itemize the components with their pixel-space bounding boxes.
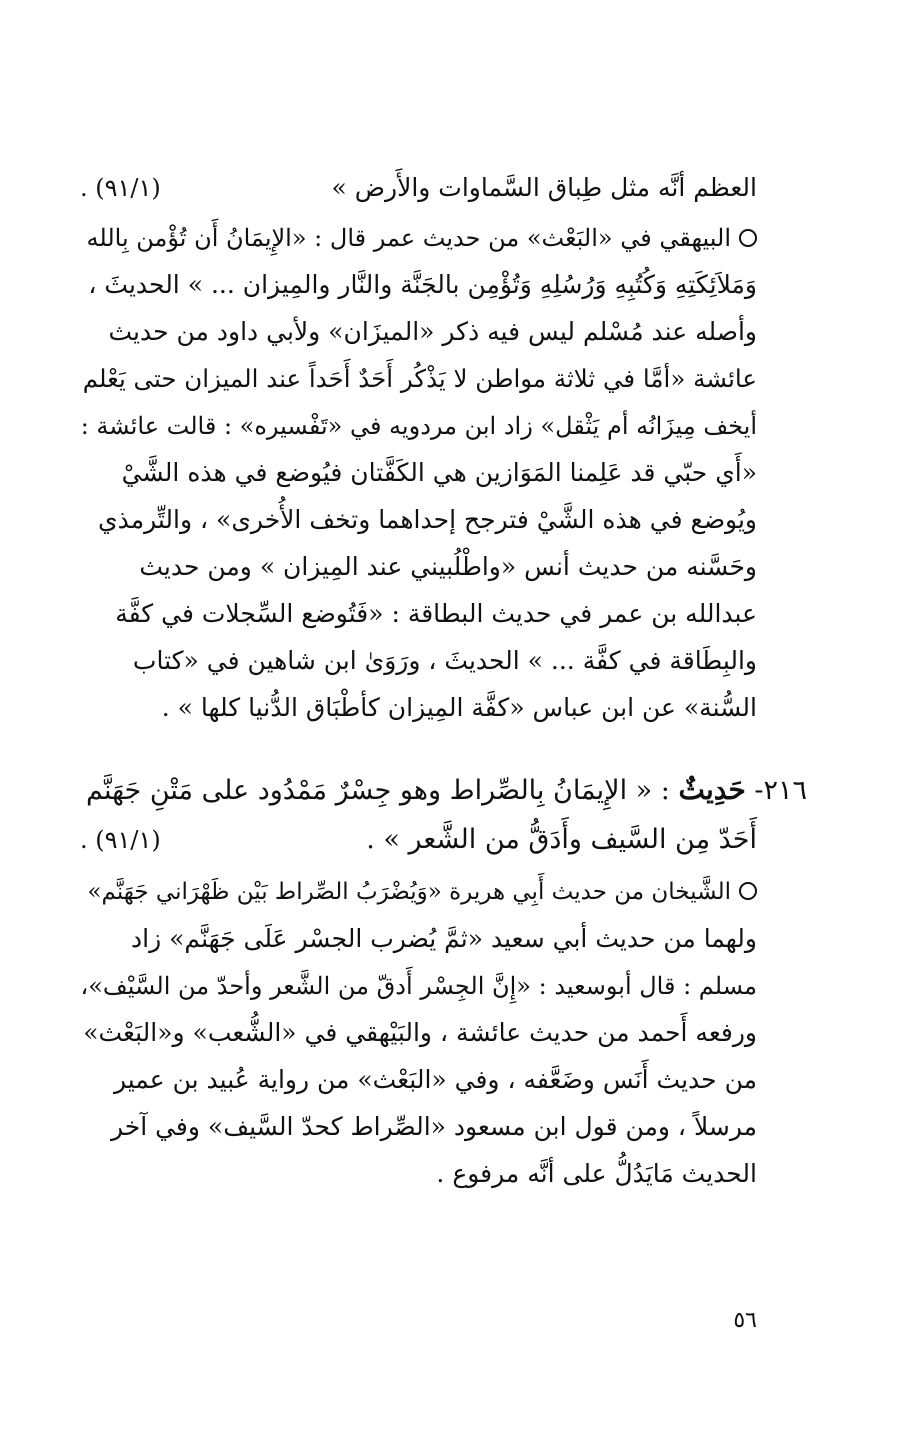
commentary1-line-2 [77, 265, 757, 305]
commentary1-line-7 [77, 500, 757, 540]
commentary1-line-10 [77, 641, 757, 681]
commentary-text: «أَي حبّي قد عَلِمنا المَوَازين هي الكَفَّتان فيُوضع في هذه الشَّيْ [121, 458, 757, 487]
commentary1-line-8 [77, 547, 757, 587]
commentary1-line-3 [77, 312, 757, 352]
commentary-text: ورفعه أَحمد من حديث عائشة ، والبَيْهقي في «الشُّعب» و«البَعْث» [83, 1018, 757, 1047]
commentary2-line-7 [77, 1154, 757, 1194]
hadith-216-line-2 [137, 820, 757, 860]
top-line-reference [80, 168, 161, 208]
commentary2-line-6 [77, 1107, 757, 1147]
commentary2-line-1 [77, 872, 757, 912]
commentary-text: وَمَلاَئِكَتِهِ وَكُتُبِهِ وَرُسُلِهِ وَتُؤْمِن بالجَنَّة والنَّار والمِيزان ... » الحديثَ ، [88, 270, 757, 299]
reference-text: (٩١/١) . [80, 826, 161, 854]
commentary-text: السُّنة» عن ابن عباس «كفَّة المِيزان كأطْبَاق الدُّنيا كلها » . [161, 693, 757, 722]
commentary-text: من حديث أَنَس وضَعَّفه ، وفي «البَعْث» من رواية عُبيد بن عمير [113, 1065, 757, 1094]
commentary2-line-3 [77, 966, 757, 1006]
hadith-number: ٢١٦- [754, 775, 807, 806]
commentary1-line-6 [77, 453, 757, 493]
hadith-216-line-1 [77, 770, 807, 810]
top-line-text: العظم أنَّه مثل طِباق السَّماوات والأَرض » [331, 173, 757, 202]
bullet-circle-icon [739, 229, 757, 247]
page-number: ٥٦ [733, 1308, 757, 1333]
commentary1-line-4 [77, 359, 757, 399]
commentary-text: البيهقي في «البَعْث» من حديث عمر قال : «الإِيمَانُ أَن تُؤْمن بِالله [86, 224, 731, 252]
commentary2-line-4 [77, 1013, 757, 1053]
reference-text: (٩١/١) . [80, 174, 161, 202]
commentary2-line-2 [77, 919, 757, 959]
commentary-text: وأصله عند مُسْلم ليس فيه ذكر «الميزَان» ولأبي داود من حديث [108, 317, 757, 346]
commentary1-line-11 [77, 688, 757, 728]
commentary2-line-5 [77, 1060, 757, 1100]
top-line [137, 168, 757, 208]
hadith-216-reference [80, 820, 161, 860]
commentary-text: ولهما من حديث أبي سعيد «ثمَّ يُضرب الجسْر عَلَى جَهَنَّم» زاد [131, 924, 757, 953]
commentary-text: مرسلاً ، ومن قول ابن مسعود «الصِّراط كحدّ السَّيف» وفي آخر [110, 1112, 757, 1141]
commentary-text: الحديث مَايَدُلُّ على أنَّه مرفوع . [436, 1159, 757, 1188]
commentary-text: ويُوضع في هذه الشَّيْ فترجح إحداهما وتخف الأُخرى» ، والتِّرمذي [98, 505, 757, 534]
commentary-text: أيخف مِيزَانُه أم يَثْقل» زاد ابن مردويه في «تَفْسيره» : قالت عائشة : [80, 412, 757, 440]
commentary-text: عائشة «أمَّا في ثلاثة مواطن لا يَذْكُر أَحَدٌ أَحَداً عند الميزان حتى يَعْلم [82, 364, 757, 393]
commentary-text: وحَسَّنه من حديث أنس «واطْلُبيني عند المِيزان » ومن حديث [139, 552, 757, 581]
commentary-text: والبِطَاقة في كفَّة ... » الحديثَ ، ورَوَىٰ ابن شاهين في «كتاب [132, 646, 757, 675]
bullet-circle-icon [739, 882, 757, 900]
hadith-heading: حَدِيثٌ [678, 773, 746, 806]
commentary-text: عبدالله بن عمر في حديث البطاقة : «فَتُوضع السِّجلات في كفَّة [115, 599, 757, 628]
commentary1-line-1 [77, 218, 757, 258]
hadith-text: أَحَدّ مِن السَّيف وأَدَقُّ من الشَّعر » . [366, 824, 757, 855]
commentary-text: مسلم : قال أبوسعيد : «إِنَّ الجِسْر أَدقّ من الشَّعر وأحدّ من السَّيْف»، [80, 972, 757, 1000]
commentary-text: الشَّيخان من حديث أَبِي هريرة «وَيُضْرَبُ الصِّراط بَيْن ظَهْرَاني جَهَنَّم» [87, 879, 731, 905]
commentary1-line-5 [77, 406, 757, 446]
commentary1-line-9 [77, 594, 757, 634]
hadith-text: : « الإِيمَانُ بِالصِّراط وهو جِسْرٌ مَمْدُود على مَتْنِ جَهَنَّم [86, 775, 670, 806]
